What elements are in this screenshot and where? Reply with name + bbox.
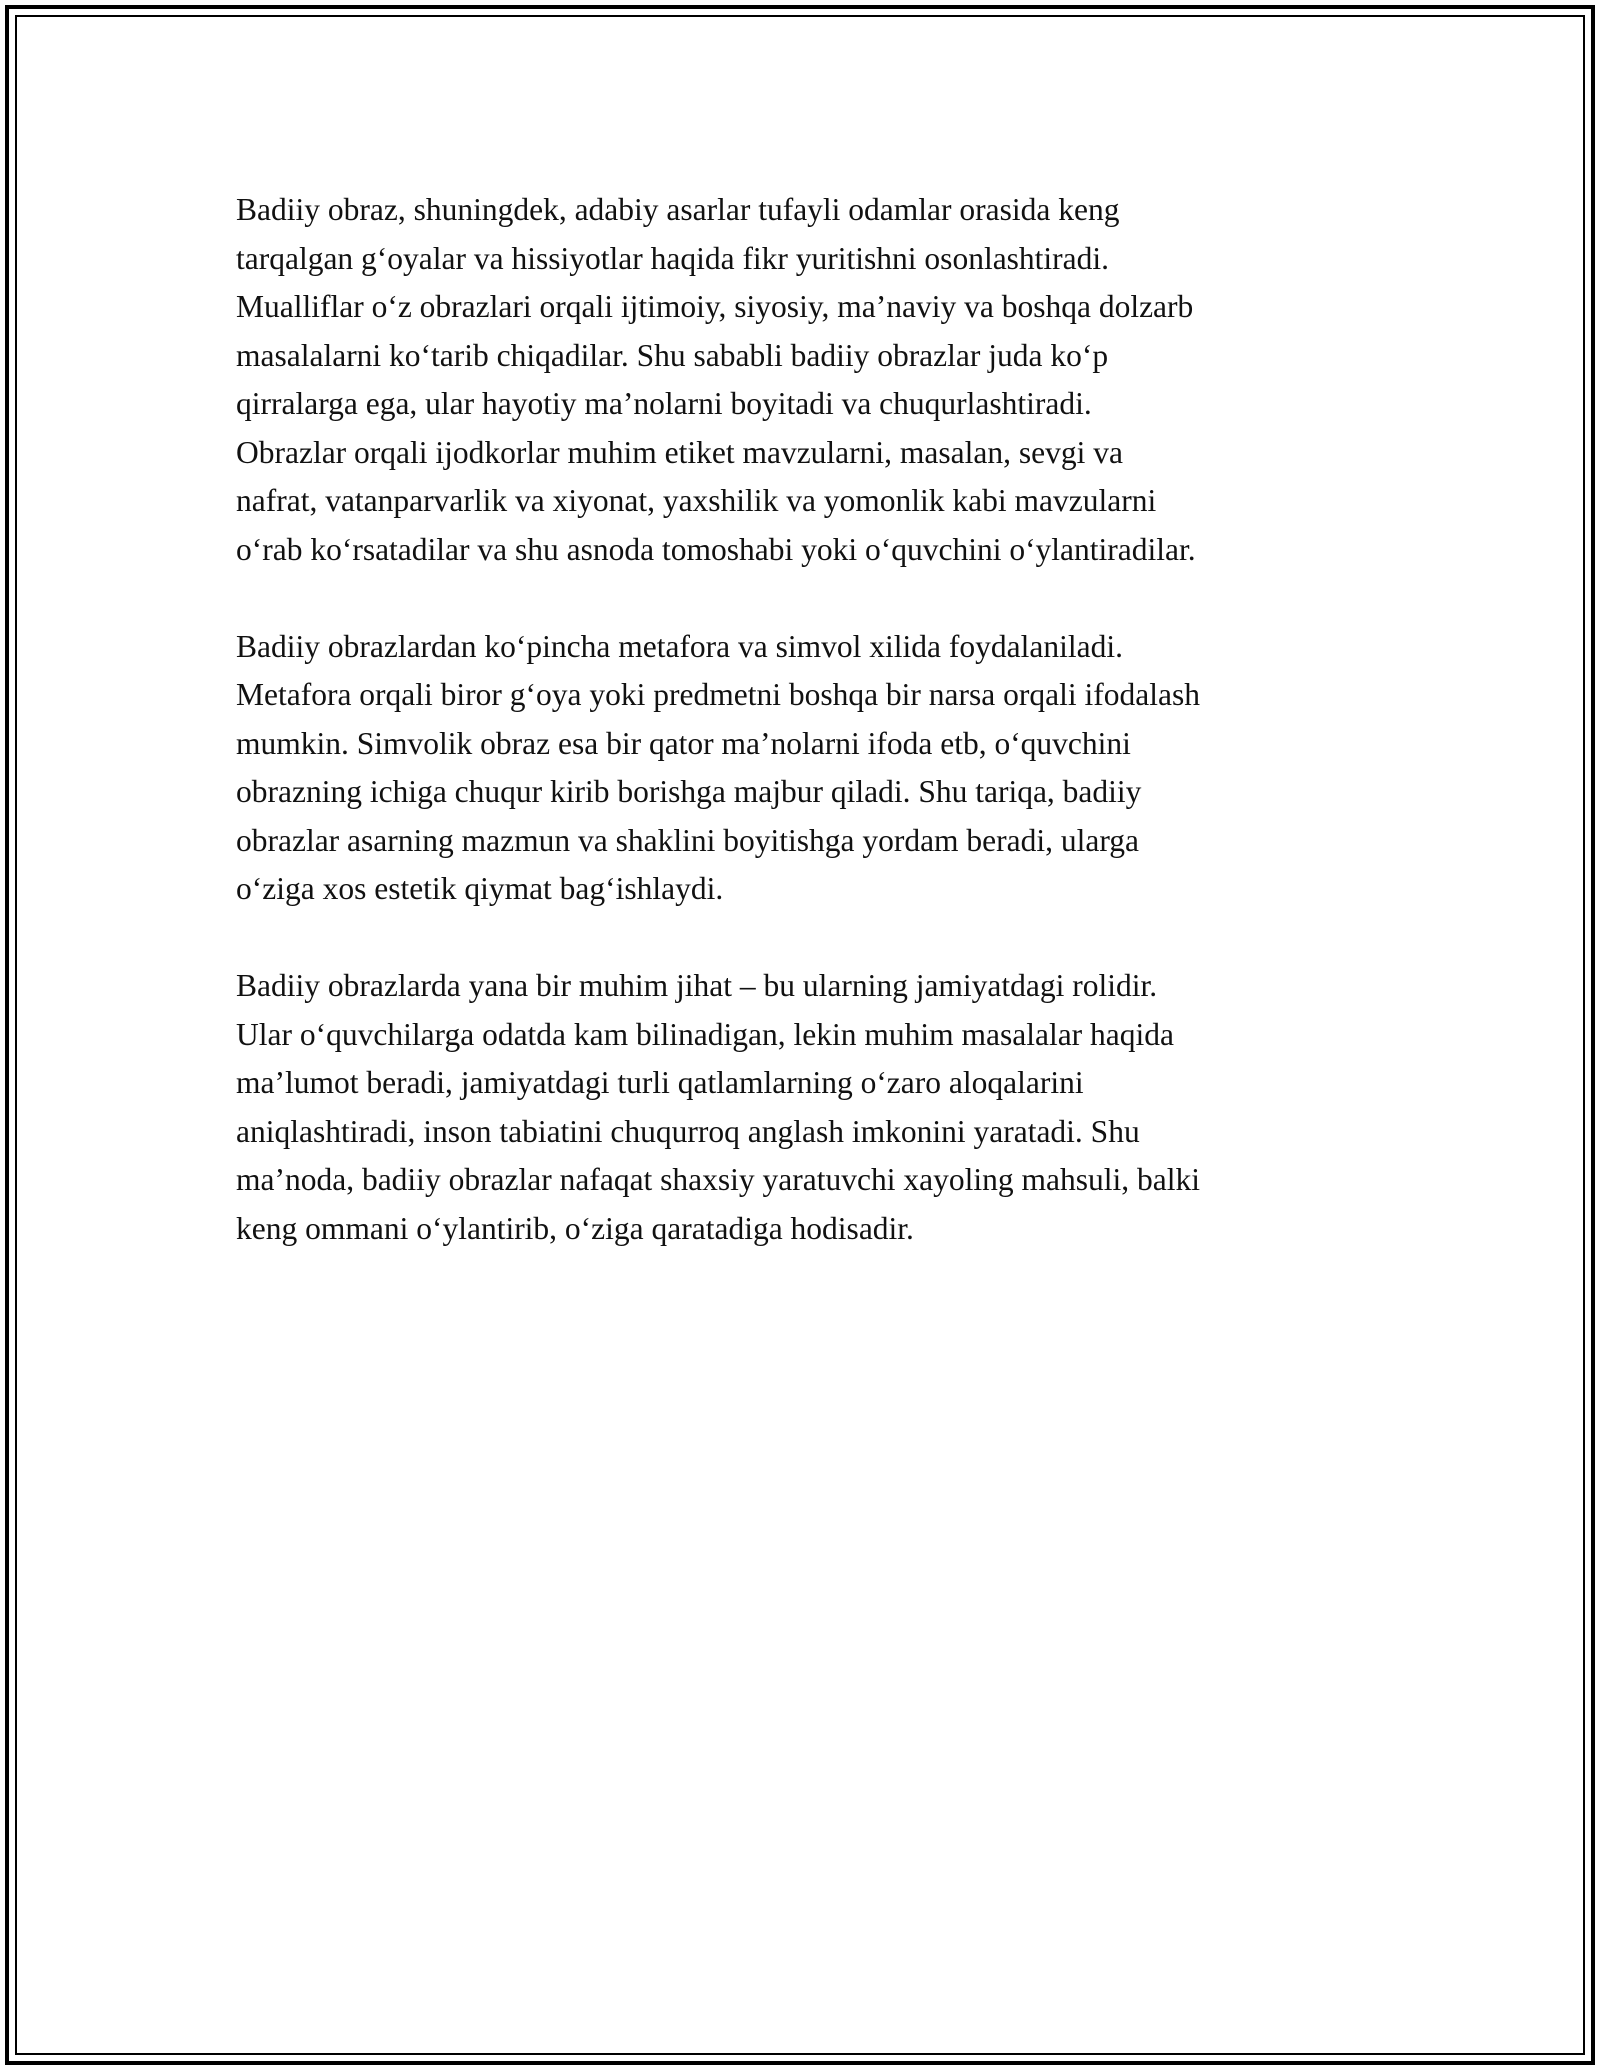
paragraph-line: ma’noda, badiiy obrazlar nafaqat shaxsiy yaratuvchi xayoling mahsuli, balki xyxy=(236,1162,1200,1197)
paragraph-line: obrazlar asarning mazmun va shaklini boyitishga yordam beradi, ularga xyxy=(236,822,1140,858)
paragraph-line: Mualliflar o‘z obrazlari orqali ijtimoiy, siyosiy, ma’naviy va boshqa dolzarb xyxy=(236,289,1194,324)
paragraph-2 xyxy=(236,623,1376,914)
document-body xyxy=(236,186,1376,1302)
paragraph-line: masalalarni ko‘tarib chiqadilar. Shu sababli badiiy obrazlar juda ko‘p xyxy=(236,337,1109,373)
paragraph-line: qirralarga ega, ular hayotiy ma’nolarni boyitadi va chuqurlashtiradi. xyxy=(236,386,1092,421)
paragraph-3 xyxy=(236,962,1376,1253)
paragraph-line: obrazning ichiga chuqur kirib borishga majbur qiladi. Shu tariqa, badiiy xyxy=(236,774,1142,809)
paragraph-line: Badiiy obrazlarda yana bir muhim jihat – bu ularning jamiyatdagi rolidir. xyxy=(236,968,1158,1003)
paragraph-line: Badiiy obraz, shuningdek, adabiy asarlar tufayli odamlar orasida keng xyxy=(236,192,1120,227)
paragraph-line: mumkin. Simvolik obraz esa bir qator ma’nolarni ifoda etb, o‘quvchini xyxy=(236,725,1131,761)
paragraph-line: aniqlashtiradi, inson tabiatini chuqurroq anglash imkonini yaratadi. Shu xyxy=(236,1113,1140,1149)
paragraph-line: Ular o‘quvchilarga odatda kam bilinadigan, lekin muhim masalalar haqida xyxy=(236,1016,1175,1052)
paragraph-line: Badiiy obrazlardan ko‘pincha metafora va simvol xilida foydalaniladi. xyxy=(236,628,1123,664)
paragraph-line: o‘ziga xos estetik qiymat bag‘ishlaydi. xyxy=(236,871,724,906)
paragraph-line: tarqalgan g‘oyalar va hissiyotlar haqida fikr yuritishni osonlashtiradi. xyxy=(236,240,1110,276)
paragraph-line: Obrazlar orqali ijodkorlar muhim etiket mavzularni, masalan, sevgi va xyxy=(236,434,1123,470)
paragraph-line: o‘rab ko‘rsatadilar va shu asnoda tomoshabi yoki o‘quvchini o‘ylantiradilar. xyxy=(236,531,1196,567)
paragraph-1 xyxy=(236,186,1376,574)
paragraph-line: keng ommani o‘ylantirib, o‘ziga qaratadiga hodisadir. xyxy=(236,1210,914,1246)
paragraph-line: ma’lumot beradi, jamiyatdagi turli qatlamlarning o‘zaro aloqalarini xyxy=(236,1065,1084,1100)
paragraph-line: nafrat, vatanparvarlik va xiyonat, yaxshilik va yomonlik kabi mavzularni xyxy=(236,483,1157,518)
paragraph-line: Metafora orqali biror g‘oya yoki predmetni boshqa bir narsa orqali ifodalash xyxy=(236,677,1200,712)
